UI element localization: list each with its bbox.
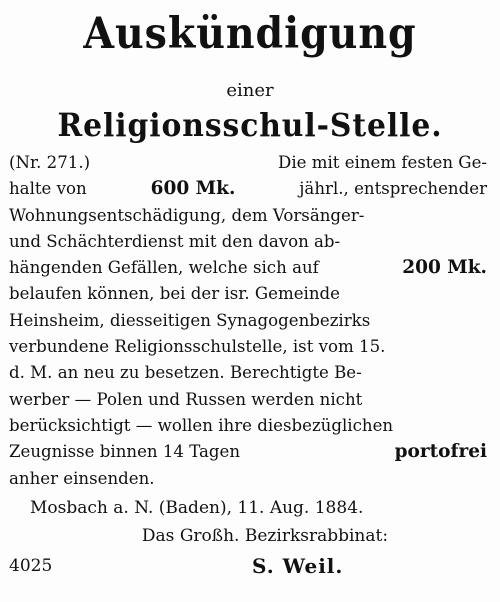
ad-number: 4025 <box>9 556 53 576</box>
body-line <box>9 413 487 439</box>
reference-number: (Nr. 271.) <box>9 153 91 172</box>
body-text: und Schächterdienst mit den davon ab- <box>9 231 341 251</box>
body-text: halte von <box>9 179 87 199</box>
body-line <box>9 176 487 202</box>
ad-title: Auskündigung <box>83 9 417 59</box>
body-text: werber — Polen und Russen werden nicht <box>9 389 363 409</box>
body-text: Zeugnisse binnen 14 Tagen <box>9 442 241 462</box>
issuing-office: Das Großh. Bezirksrabbinat: <box>141 526 389 546</box>
body-line <box>9 466 487 492</box>
body-text: Wohnungsentschädigung, dem Vorsänger- <box>9 205 365 225</box>
body-line <box>9 203 487 229</box>
body-text: anher einsenden. <box>9 468 155 488</box>
body-text: Heinsheim, diesseitigen Synagogenbezirks <box>9 310 371 330</box>
body-text: belaufen können, bei der isr. Gemeinde <box>9 284 340 304</box>
place-date-line: Mosbach a. N. (Baden), 11. Aug. 1884. <box>30 498 364 518</box>
ad-body <box>9 150 487 492</box>
body-line <box>9 281 487 307</box>
body-line <box>9 255 487 281</box>
body-line <box>9 360 487 386</box>
body-line <box>9 308 487 334</box>
fees-amount: 200 Mk. <box>402 257 487 279</box>
body-line <box>9 229 487 255</box>
body-line <box>9 387 487 413</box>
body-text: verbundene Religionsschulstelle, ist vom 15. <box>9 337 386 357</box>
body-line <box>9 334 487 360</box>
signature: S. Weil. <box>252 554 344 578</box>
postage-free-note: portofrei <box>394 441 487 463</box>
body-line <box>9 150 487 176</box>
body-text: berücksichtigt — wollen ihre diesbezüglichen <box>9 415 394 435</box>
body-text: hängenden Gefällen, welche sich auf <box>9 258 319 278</box>
ad-subtitle: einer <box>226 80 274 101</box>
body-text: jährl., entsprechender <box>299 179 487 199</box>
body-text: d. M. an neu zu besetzen. Berechtigte Be- <box>9 363 362 383</box>
body-text: Die mit einem festen Ge- <box>278 153 487 172</box>
body-line <box>9 439 487 465</box>
salary-amount: 600 Mk. <box>150 178 236 200</box>
ad-heading: Religionsschul-Stelle. <box>57 106 443 144</box>
